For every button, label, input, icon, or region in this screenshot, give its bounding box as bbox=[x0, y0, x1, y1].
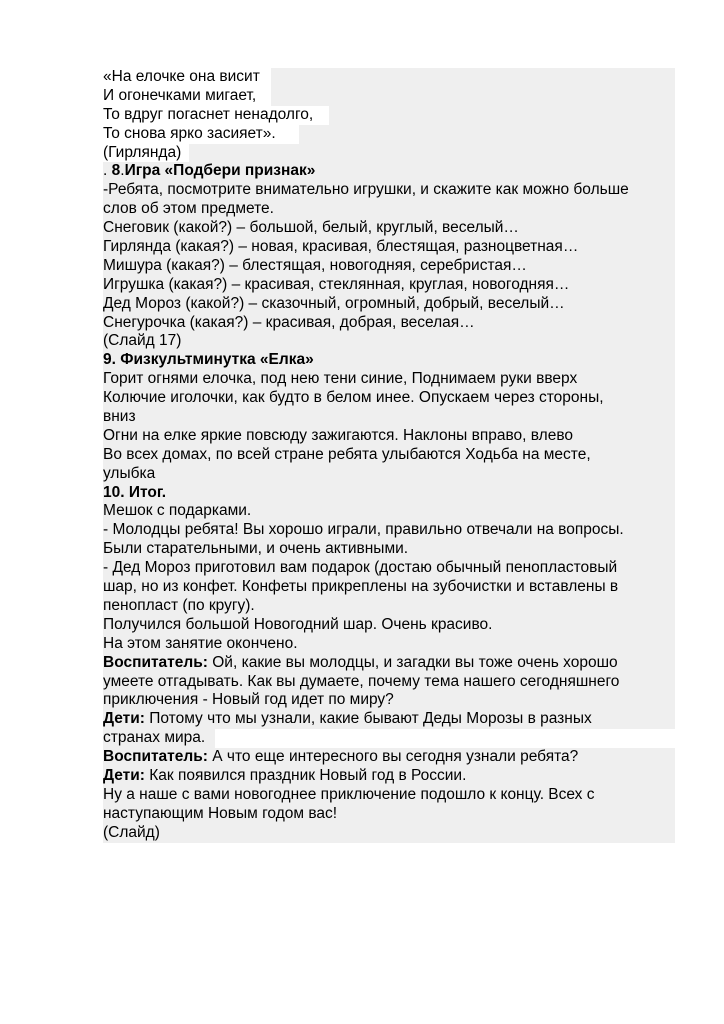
paragraph-line: На этом занятие окончено. bbox=[103, 635, 675, 654]
dialog-line: Воспитатель: Ой, какие вы молодцы, и загадки вы тоже очень хорошо bbox=[103, 654, 675, 673]
dialog-line: Дети: Как появился праздник Новый год в России. bbox=[103, 767, 675, 786]
dialog-line: Воспитатель: А что еще интересного вы сегодня узнали ребята? bbox=[103, 748, 675, 767]
paragraph-line: Снеговик (какой?) – большой, белый, круглый, веселый… bbox=[103, 219, 675, 238]
paragraph-line: (Слайд) bbox=[103, 824, 675, 843]
paragraph-line: Колючие иголочки, как будто в белом инее. Опускаем через стороны, bbox=[103, 389, 675, 408]
paragraph-line: Были старательными, и очень активными. bbox=[103, 540, 675, 559]
paragraph-line: -Ребята, посмотрите внимательно игрушки, и скажите как можно больше bbox=[103, 181, 675, 200]
section-10-heading: 10. Итог. bbox=[103, 484, 675, 503]
paragraph-line: Мишура (какая?) – блестящая, новогодняя, серебристая… bbox=[103, 257, 675, 276]
paragraph-line: шар, но из конфет. Конфеты прикреплены на зубочистки и вставлены в bbox=[103, 578, 675, 597]
paragraph-line: Снегурочка (какая?) – красивая, добрая, веселая… bbox=[103, 314, 675, 333]
paragraph-line: пенопласт (по кругу). bbox=[103, 597, 675, 616]
riddle-line: То снова ярко засияет». bbox=[103, 125, 675, 144]
paragraph-line: Получился большой Новогодний шар. Очень красиво. bbox=[103, 616, 675, 635]
riddle-answer: (Гирлянда) bbox=[103, 144, 675, 163]
document-text bbox=[103, 68, 675, 843]
dialog-line: странах мира. bbox=[103, 729, 675, 748]
riddle-line: «На елочке она висит bbox=[103, 68, 675, 87]
paragraph-line: Во всех домах, по всей стране ребята улыбаются Ходьба на месте, bbox=[103, 446, 675, 465]
section-9-heading: 9. Физкультминутка «Елка» bbox=[103, 351, 675, 370]
paragraph-line: вниз bbox=[103, 408, 675, 427]
paragraph-line: - Молодцы ребята! Вы хорошо играли, правильно отвечали на вопросы. bbox=[103, 521, 675, 540]
paragraph-line: Мешок с подарками. bbox=[103, 502, 675, 521]
paragraph-line: Гирлянда (какая?) – новая, красивая, блестящая, разноцветная… bbox=[103, 238, 675, 257]
dialog-line: умеете отгадывать. Как вы думаете, почему тема нашего сегодняшнего bbox=[103, 673, 675, 692]
dialog-line: Дети: Потому что мы узнали, какие бывают Деды Морозы в разных bbox=[103, 710, 675, 729]
paragraph-line: Игрушка (какая?) – красивая, стеклянная, круглая, новогодняя… bbox=[103, 276, 675, 295]
paragraph-line: Ну а наше с вами новогоднее приключение подошло к концу. Всех с bbox=[103, 786, 675, 805]
paragraph-line: - Дед Мороз приготовил вам подарок (достаю обычный пенопластовый bbox=[103, 559, 675, 578]
riddle-line: И огонечками мигает, bbox=[103, 87, 675, 106]
speaker-children: Дети: bbox=[103, 766, 145, 784]
speaker-teacher: Воспитатель: bbox=[103, 653, 208, 671]
paragraph-line: наступающим Новым годом вас! bbox=[103, 805, 675, 824]
paragraph-line: Огни на елке яркие повсюду зажигаются. Наклоны вправо, влево bbox=[103, 427, 675, 446]
section-8-heading: . 8.Игра «Подбери признак» bbox=[103, 162, 675, 181]
paragraph-line: (Слайд 17) bbox=[103, 332, 675, 351]
speaker-children: Дети: bbox=[103, 710, 145, 728]
dialog-line: приключения - Новый год идет по миру? bbox=[103, 691, 675, 710]
paragraph-line: Дед Мороз (какой?) – сказочный, огромный, добрый, веселый… bbox=[103, 295, 675, 314]
paragraph-line: Горит огнями елочка, под нею тени синие, Поднимаем руки вверх bbox=[103, 370, 675, 389]
riddle-line: То вдруг погаснет ненадолго, bbox=[103, 106, 675, 125]
paragraph-line: слов об этом предмете. bbox=[103, 200, 675, 219]
speaker-teacher: Воспитатель: bbox=[103, 748, 208, 766]
paragraph-line: улыбка bbox=[103, 465, 675, 484]
